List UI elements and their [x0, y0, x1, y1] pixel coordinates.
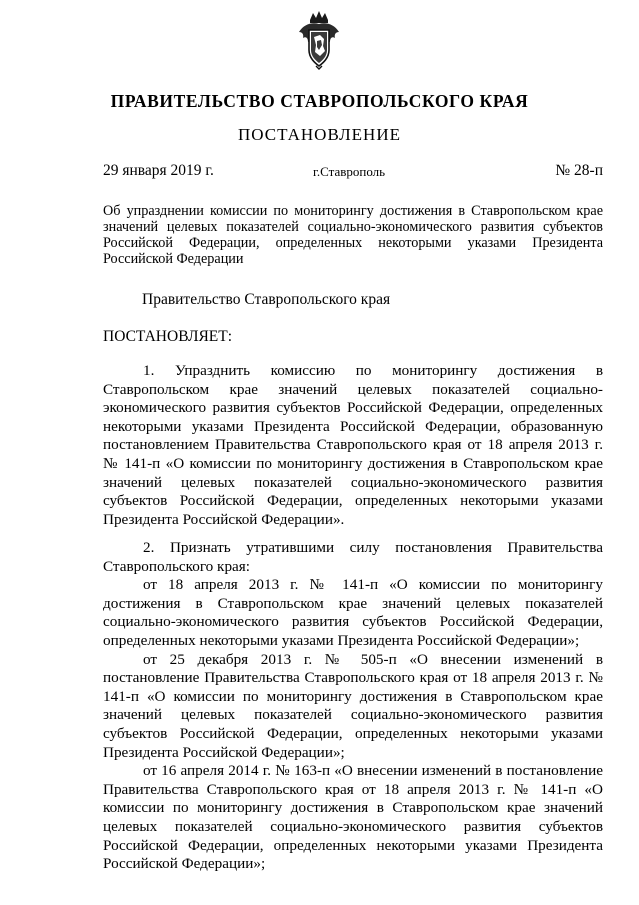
list-item: от 25 декабря 2013 г. № 505-п «О внесении изменений в постановление Правительства Ставропольского края от 18 апреля 2013 г. № 141-п «О комиссии по мониторингу достижения в Ставропольском крае значений целевых показателей социально-экономического развития субъектов Российской Федерации, определенных некоторыми указами Президента Российской Федерации»; — [103, 650, 603, 761]
document-date: 29 января 2019 г. — [103, 162, 214, 179]
paragraph-1: 1. Упразднить комиссию по мониторингу достижения в Ставропольском крае значений целевых показателей социально-экономического развития субъектов Российской Федерации, определенных некоторыми указами Президента Российской Федерации, образованную постановлением Правительства Ставропольского края от 18 апреля 2013 г. № 141-п «О комиссии по мониторингу достижения в Ставропольском крае значений целевых показателей социально-экономического развития субъектов Российской Федерации, определенных некоторыми указами Президента Российской Федерации». — [103, 362, 603, 528]
document-place: г.Ставрополь — [313, 164, 386, 179]
repealed-acts-list — [103, 576, 603, 874]
list-item: от 16 апреля 2014 г. № 163-п «О внесении изменений в постановление Правительства Ставропольского края от 18 апреля 2013 г. № 141-п «О комиссии по мониторингу достижения в Ставропольском крае значений целевых показателей социально-экономического развития субъектов Российской Федерации, определенных некоторыми указами Президента Российской Федерации»; — [103, 762, 603, 873]
coat-of-arms-icon — [296, 10, 342, 70]
list-item: от 18 апреля 2013 г. № 141-п «О комиссии по мониторингу достижения в Ставропольском крае значений целевых показателей социально-экономического развития субъектов Российской Федерации, определенных некоторыми указами Президента Российской Федерации»; — [103, 576, 603, 649]
resolves-heading: ПОСТАНОВЛЯЕТ: — [103, 328, 233, 345]
document-number: № 28-п — [555, 162, 603, 179]
document-type: ПОСТАНОВЛЕНИЕ — [237, 125, 401, 144]
issuer-line: Правительство Ставропольского края — [142, 291, 391, 308]
document-meta-row — [103, 161, 603, 181]
document-subject: Об упразднении комиссии по мониторингу достижения в Ставропольском крае значений целевых показателей социально-экономического развития субъектов Российской Федерации, определенных некоторыми указами Президента Российской Федерации — [103, 203, 603, 267]
org-title: ПРАВИТЕЛЬСТВО СТАВРОПОЛЬСКОГО КРАЯ — [110, 91, 529, 111]
section-1 — [103, 362, 603, 529]
section-2 — [103, 539, 603, 874]
paragraph-2: 2. Признать утратившими силу постановления Правительства Ставропольского края: — [103, 539, 603, 575]
